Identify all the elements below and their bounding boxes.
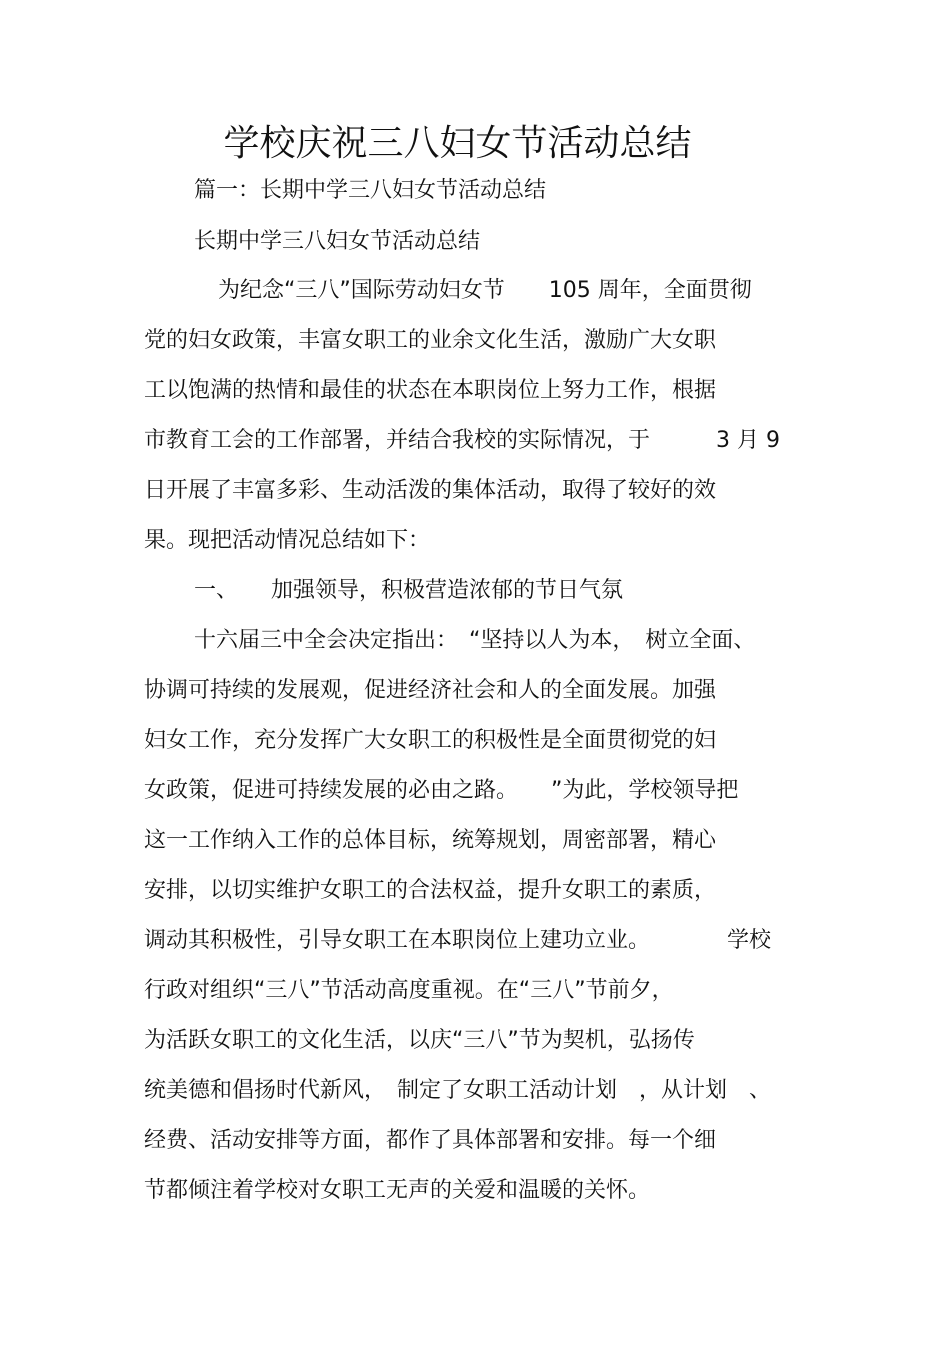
paragraph-line: 市教育工会的工作部署，并结合我校的实际情况，于 3 月 9	[144, 428, 780, 453]
paragraph-line: 工以饱满的热情和最佳的状态在本职岗位上努力工作，根据	[144, 378, 717, 403]
paragraph-line: 果。现把活动情况总结如下：	[144, 528, 431, 553]
subsection-heading: 长期中学三八妇女节活动总结	[194, 229, 481, 254]
paragraph-line: 十六届三中全会决定指出： “坚持以人为本， 树立全面、	[194, 628, 756, 653]
paragraph-line: 经费、活动安排等方面，都作了具体部署和安排。每一个细	[144, 1128, 717, 1153]
paragraph-line: 节都倾注着学校对女职工无声的关爱和温暖的关怀。	[144, 1178, 651, 1203]
paragraph-line: 调动其积极性，引导女职工在本职岗位上建功立业。 学校	[144, 928, 772, 953]
section-heading: 篇一：长期中学三八妇女节活动总结	[194, 178, 547, 203]
paragraph-line: 为纪念“三八”国际劳动妇女节 105 周年，全面贯彻	[218, 278, 752, 303]
list-heading: 一、 加强领导，积极营造浓郁的节日气氛	[194, 578, 624, 603]
paragraph-line: 协调可持续的发展观，促进经济社会和人的全面发展。加强	[144, 678, 717, 703]
paragraph-line: 妇女工作，充分发挥广大女职工的积极性是全面贯彻党的妇	[144, 728, 717, 753]
paragraph-line: 为活跃女职工的文化生活，以庆“三八”节为契机，弘扬传	[144, 1028, 695, 1053]
paragraph-line: 日开展了丰富多彩、生动活泼的集体活动，取得了较好的效	[144, 478, 717, 503]
paragraph-line: 女政策，促进可持续发展的必由之路。 ”为此，学校领导把	[144, 778, 739, 803]
document-title: 学校庆祝三八妇女节活动总结	[223, 123, 692, 164]
paragraph-line: 统美德和倡扬时代新风， 制定了女职工活动计划 ，从计划 、	[144, 1078, 772, 1103]
paragraph-line: 安排，以切实维护女职工的合法权益，提升女职工的素质，	[144, 878, 717, 903]
paragraph-line: 党的妇女政策，丰富女职工的业余文化生活，激励广大女职	[144, 328, 717, 353]
paragraph-line: 这一工作纳入工作的总体目标，统筹规划，周密部署，精心	[144, 828, 717, 853]
paragraph-line: 行政对组织“三八”节活动高度重视。在“三八”节前夕，	[144, 978, 674, 1003]
